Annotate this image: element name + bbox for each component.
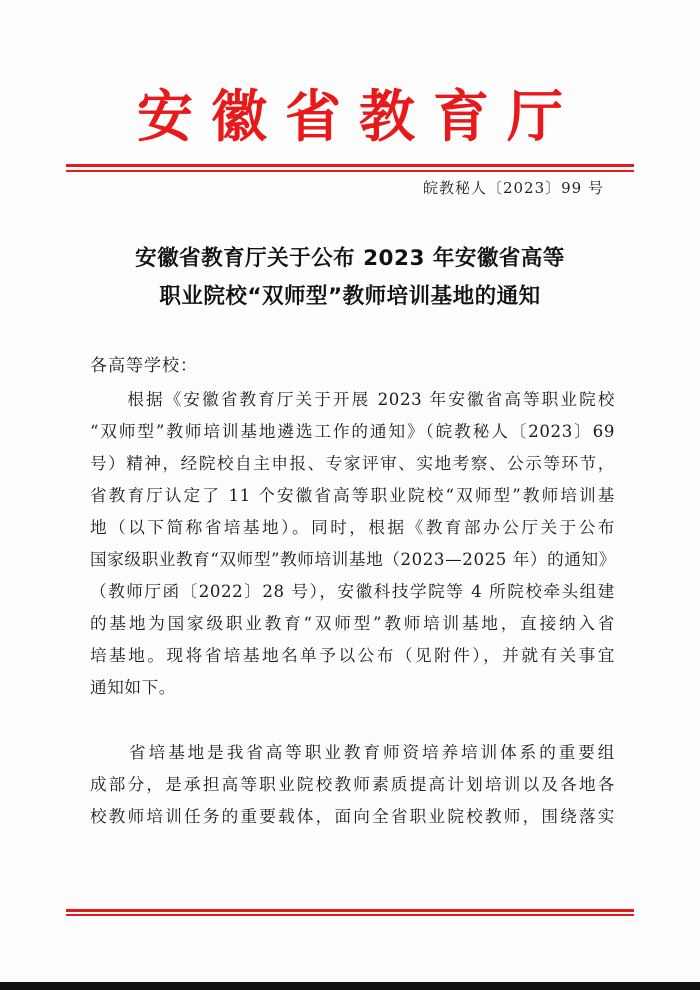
paragraph-line: 根据《安徽省教育厅关于开展 2023 年安徽省高等职业院校 [90, 390, 615, 409]
masthead-rule-thin [66, 170, 634, 172]
paragraph-1 [90, 384, 615, 704]
paragraph-line: “双师型”教师培训基地遴选工作的通知》（皖教秘人〔2023〕69 [90, 422, 615, 441]
paragraph-line: 国家级职业教育“双师型”教师培训基地（2023—2025 年）的通知》 [90, 550, 616, 569]
paragraph-line: 培基地。现将省培基地名单予以公布（见附件），并就有关事宜 [90, 646, 615, 665]
paragraph-line: 的基地为国家级职业教育“双师型”教师培训基地，直接纳入省 [90, 614, 615, 633]
masthead-title: 安徽省教育厅 [137, 84, 581, 150]
paragraph-line: 省教育厅认定了 11 个安徽省高等职业院校“双师型”教师培训基 [90, 486, 615, 505]
paragraph-line: 通知如下。 [90, 678, 176, 697]
paragraph-line: 号）精神，经院校自主申报、专家评审、实地考察、公示等环节， [90, 454, 615, 473]
document-number: 皖教秘人〔2023〕99 号 [422, 179, 604, 197]
paragraph-line: 省培基地是我省高等职业教育师资培养培训体系的重要组 [90, 743, 615, 762]
title-line-1: 安徽省教育厅关于公布 2023 年安徽省高等 [135, 246, 565, 271]
paragraph-line: 成部分，是承担高等职业院校教师素质提高计划培训以及各地各 [90, 775, 615, 794]
title-line-2: 职业院校“双师型”教师培训基地的通知 [159, 284, 541, 309]
footer-rule-thick [66, 909, 634, 912]
paragraph-line: （教师厅函〔2022〕28 号），安徽科技学院等 4 所院校牵头组建 [90, 582, 615, 601]
bottom-edge-bar [0, 982, 700, 990]
paragraph-line: 地（以下简称省培基地）。同时，根据《教育部办公厅关于公布 [90, 518, 615, 537]
salutation: 各高等学校： [90, 356, 198, 376]
footer-rule-thin [66, 914, 634, 916]
paragraph-line: 校教师培训任务的重要载体，面向全省职业院校教师，围绕落实 [90, 807, 615, 826]
paragraph-2 [90, 737, 615, 833]
masthead-rule-thick [66, 164, 634, 167]
document-title [60, 240, 640, 316]
